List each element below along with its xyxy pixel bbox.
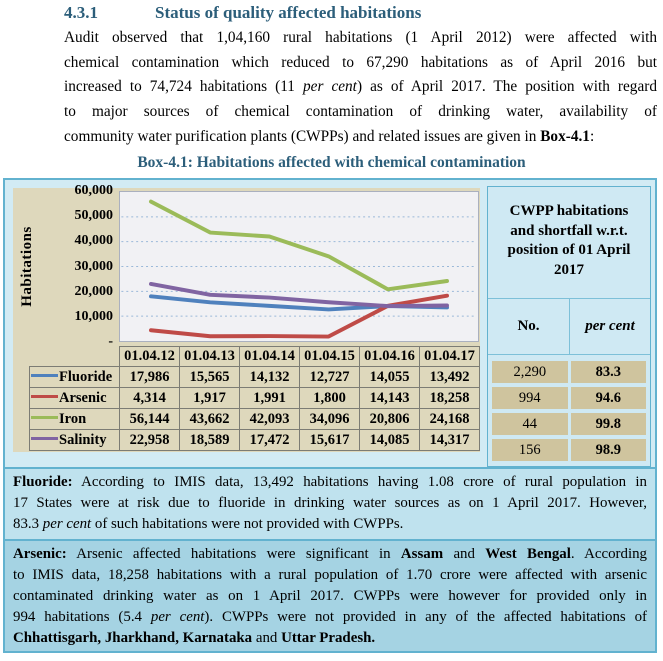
value-cell: 17,986 (120, 367, 180, 388)
table-row (30, 409, 480, 430)
iron-series-line (151, 202, 447, 290)
text-line: Chhattisgarh, Jharkhand, Karnataka and Uttar Pradesh. (13, 630, 376, 646)
text-line: increased to 74,724 habitations (11 per cent) as of April 2017. The position with regard (64, 78, 657, 96)
date-header-cell: 01.04.15 (300, 347, 360, 367)
value-cell: 14,132 (240, 367, 300, 388)
y-tick-label: 30,000 (74, 258, 113, 274)
date-header-cell: 01.04.16 (360, 347, 420, 367)
table-row (30, 388, 480, 409)
table-corner-cell (30, 347, 120, 367)
value-cell: 43,662 (180, 409, 240, 430)
salinity-legend-swatch (31, 437, 58, 440)
value-cell: 14,055 (360, 367, 420, 388)
section-heading (64, 3, 421, 23)
cwpp-percent-cell: 99.8 (571, 413, 647, 435)
intro-paragraph (64, 26, 657, 150)
date-header-cell: 01.04.17 (420, 347, 480, 367)
value-cell: 34,096 (300, 409, 360, 430)
value-cell: 4,314 (120, 388, 180, 409)
y-axis-title: Habitations (18, 225, 35, 307)
value-cell: 1,917 (180, 388, 240, 409)
text-line: 994 habitations (5.4 per cent). CWPPs were not provided in any of the affected habitations of (13, 609, 648, 625)
table-row (30, 367, 480, 388)
cwpp-no-cell: 994 (492, 387, 568, 409)
cwpp-panel (487, 186, 651, 467)
text-line: to IMIS data, 18,258 habitations with a rural population of 1.70 crore were affected with arsenic (13, 567, 647, 583)
cwpp-percent-cell: 83.3 (571, 361, 647, 383)
arsenic-legend-swatch (31, 395, 58, 398)
date-header-cell: 01.04.14 (240, 347, 300, 367)
y-tick-label: 60,000 (74, 183, 113, 198)
value-cell: 56,144 (120, 409, 180, 430)
value-cell: 20,806 (360, 409, 420, 430)
text-line: contaminated drinking water as on 1 April 2017. CWPPs were however for provided only in (13, 588, 647, 604)
legend-label: Iron (59, 410, 87, 427)
y-tick-label: 40,000 (74, 233, 113, 249)
cwpp-row (492, 413, 646, 435)
fluoride-legend-swatch (31, 374, 58, 377)
cwpp-percent-cell: 94.6 (571, 387, 647, 409)
value-cell: 1,800 (300, 388, 360, 409)
cwpp-header-row (488, 299, 650, 355)
value-cell: 22,958 (120, 430, 180, 451)
legend-cell (30, 367, 120, 388)
text-line: community water purification plants (CWPPs) and related issues are given in Box-4.1: (64, 127, 595, 145)
text-line: 83.3 per cent of such habitations were not provided with CWPPs. (13, 516, 404, 532)
cwpp-no-cell: 44 (492, 413, 568, 435)
value-cell: 13,492 (420, 367, 480, 388)
chart-canvas (120, 192, 478, 341)
chart-data-table (29, 346, 480, 451)
text-line: Arsenic: Arsenic affected habitations were significant in Assam and West Bengal. According (13, 546, 647, 562)
cwpp-panel-title: CWPP habitations and shortfall w.r.t. position of 01 April 2017 (488, 187, 650, 299)
text-line: chemical contamination which reduced to 67,290 habitations as of April 2016 but (64, 53, 657, 71)
text-line: Audit observed that 1,04,160 rural habitations (1 April 2012) were affected with (64, 29, 657, 46)
cwpp-percent-cell: 98.9 (571, 439, 647, 461)
cwpp-no-cell: 156 (492, 439, 568, 461)
text-line: to major sources of chemical contamination of drinking water, availability of (64, 103, 657, 121)
value-cell: 14,143 (360, 388, 420, 409)
section-number: 4.3.1 (64, 3, 98, 22)
text-line: Fluoride: According to IMIS data, 13,492 habitations having 1.08 crore of rural population in (13, 474, 647, 490)
box-caption: Box-4.1: Habitations affected with chemical contamination (137, 154, 526, 171)
legend-label: Arsenic (59, 389, 107, 406)
cwpp-row (492, 387, 646, 409)
fluoride-note (5, 467, 655, 539)
legend-label: Salinity (59, 431, 107, 448)
value-cell: 15,565 (180, 367, 240, 388)
habitations-chart (13, 183, 480, 452)
legend-cell (30, 388, 120, 409)
value-cell: 18,589 (180, 430, 240, 451)
text-line: 17 States were at risk due to fluoride in drinking water sources as on 1 April 2017. However, (13, 495, 647, 511)
y-tick-label: 10,000 (74, 308, 113, 324)
cwpp-rows (488, 355, 650, 468)
y-tick-label: 50,000 (74, 208, 113, 224)
value-cell: 24,168 (420, 409, 480, 430)
legend-cell (30, 409, 120, 430)
legend-label: Fluoride (59, 368, 113, 385)
date-header-cell: 01.04.13 (180, 347, 240, 367)
value-cell: 12,727 (300, 367, 360, 388)
cwpp-row (492, 361, 646, 383)
y-tick-label: 20,000 (74, 283, 113, 299)
table-row (30, 430, 480, 451)
legend-cell (30, 430, 120, 451)
section-title: Status of quality affected habitations (155, 3, 422, 22)
table-header-row (30, 347, 480, 367)
y-tick-label: - (108, 334, 113, 349)
value-cell: 14,085 (360, 430, 420, 451)
box-4-1 (3, 178, 657, 653)
arsenic-note (5, 539, 655, 651)
value-cell: 14,317 (420, 430, 480, 451)
date-header-cell: 01.04.12 (120, 347, 180, 367)
cwpp-no-cell: 2,290 (492, 361, 568, 383)
cwpp-col-no-header: No. (517, 318, 540, 334)
iron-legend-swatch (31, 416, 58, 419)
value-cell: 17,472 (240, 430, 300, 451)
value-cell: 42,093 (240, 409, 300, 430)
cwpp-row (492, 439, 646, 461)
value-cell: 1,991 (240, 388, 300, 409)
cwpp-col-percent-header: per cent (569, 299, 650, 354)
plot-area (119, 191, 479, 342)
value-cell: 15,617 (300, 430, 360, 451)
value-cell: 18,258 (420, 388, 480, 409)
